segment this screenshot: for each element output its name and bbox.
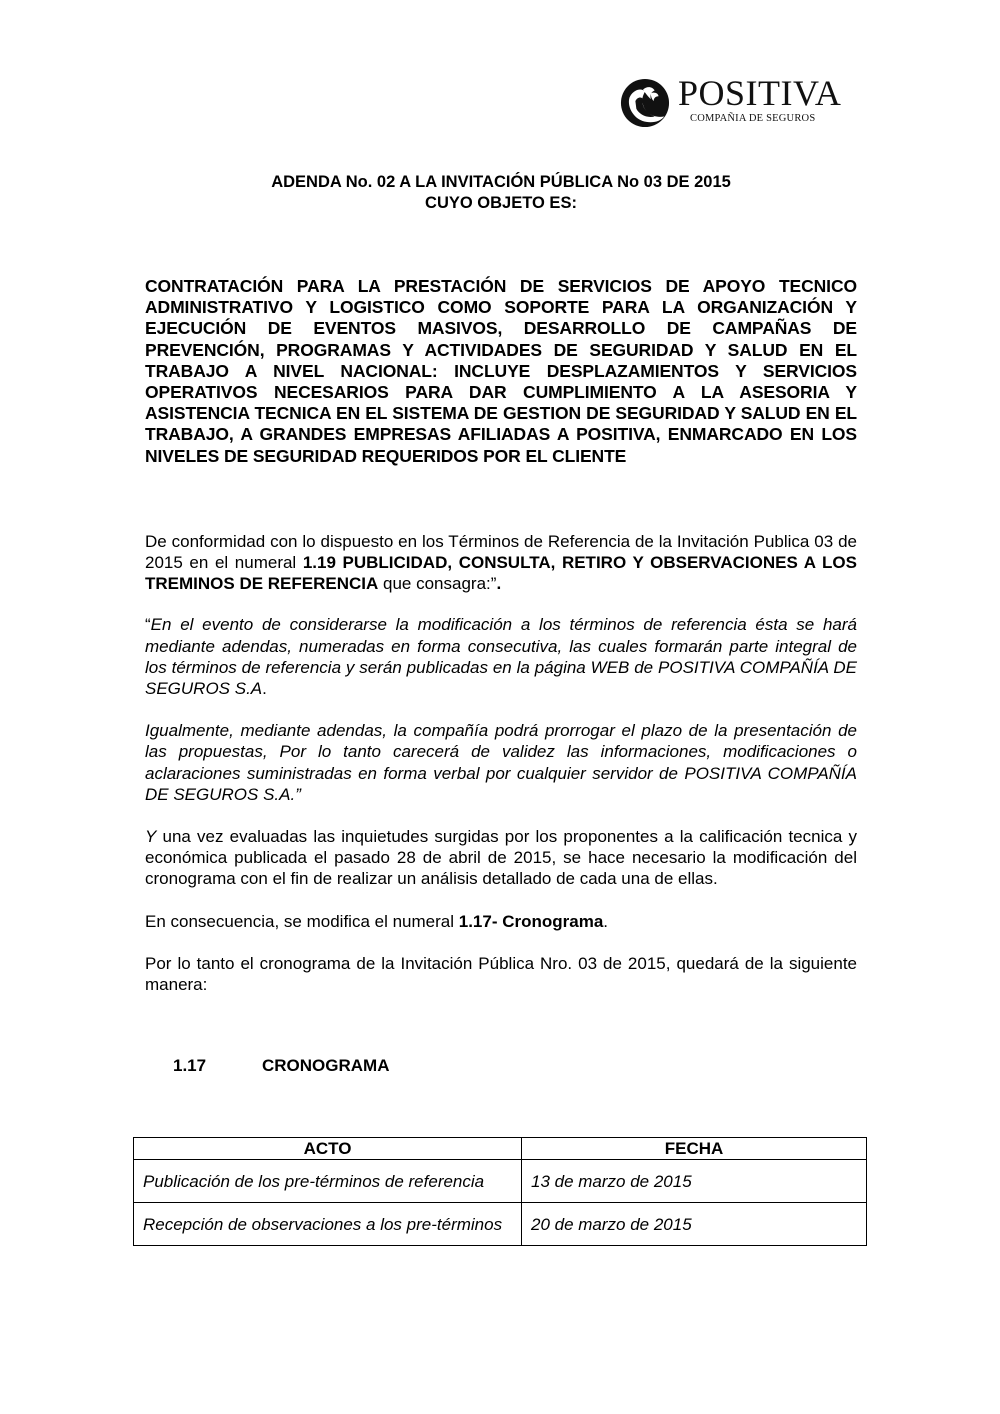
- logo-tagline: COMPAÑIA DE SEGUROS: [690, 113, 816, 124]
- column-header-fecha: FECHA: [522, 1138, 867, 1160]
- paragraph-text: En consecuencia, se modifica el numeral: [145, 911, 459, 931]
- logo-brand-name: POSITIVA: [678, 73, 842, 113]
- section-heading: [173, 1055, 857, 1076]
- title-line-1: ADENDA No. 02 A LA INVITACIÓN PÚBLICA No 03 DE 2015: [271, 173, 731, 191]
- paragraph-text: que consagra:”: [378, 574, 497, 594]
- cell-fecha: 13 de marzo de 2015: [522, 1160, 867, 1203]
- section-number: 1.17: [173, 1056, 207, 1076]
- paragraph-schedule-intro: Por lo tanto el cronograma de la Invitación Pública Nro. 03 de 2015, quedará de la siguiente manera:: [145, 953, 857, 995]
- title-line-2: CUYO OBJETO ES:: [425, 194, 577, 212]
- paragraph-text: una vez evaluadas las inquietudes surgidas por los proponentes a la calificación tecnica y económica publicada el pasado 28 de abril de 2015, se hace necesario la modificación del cronograma con el fin de realizar un análisis detallado de cada una de ellas.: [145, 827, 857, 889]
- contract-object: CONTRATACIÓN PARA LA PRESTACIÓN DE SERVICIOS DE APOYO TECNICO ADMINISTRATIVO Y LOGISTICO COMO SOPORTE PARA LA ORGANIZACIÓN Y EJECUCIÓN DE EVENTOS MASIVOS, DESARROLLO DE CAMPAÑAS DE PREVENCIÓN, PROGRAMAS Y ACTIVIDADES DE SEGURIDAD Y SALUD EN EL TRABAJO A NIVEL NACIONAL: INCLUYE DESPLAZAMIENTOS Y SERVICIOS OPERATIVOS NECESARIOS PARA DAR CUMPLIMIENTO A LA ASESORIA Y ASISTENCIA TECNICA EN EL SISTEMA DE GESTION DE SEGURIDAD Y SALUD EN EL TRABAJO, A GRANDES EMPRESAS AFILIADAS A POSITIVA, ENMARCADO EN LOS NIVELES DE SEGURIDAD REQUERIDOS POR EL CLIENTE: [145, 276, 857, 466]
- logo-text-block: [678, 75, 841, 125]
- paragraph-period: .: [262, 679, 267, 699]
- document-body: [145, 172, 857, 1246]
- paragraph-modification: [145, 911, 857, 932]
- paragraph-text: De conformidad con lo dispuesto en los Términos de Referencia de la Invitación Publica 03 de 2015 en el numeral: [145, 531, 857, 573]
- positiva-wave-logo-icon: [620, 78, 670, 128]
- modified-section-bold: 1.17- Cronograma: [458, 911, 604, 931]
- paragraph-reference: [145, 531, 857, 595]
- reference-section-bold: 1.19 PUBLICIDAD, CONSULTA, RETIRO Y OBSERVACIONES A LOS TREMINOS DE REFERENCIA: [145, 553, 857, 594]
- schedule-table: [133, 1137, 867, 1246]
- cell-fecha: 20 de marzo de 2015: [522, 1203, 867, 1246]
- column-header-acto: ACTO: [134, 1138, 522, 1160]
- table-header-row: [134, 1138, 867, 1160]
- document-title: [145, 172, 857, 214]
- company-logo: [620, 75, 860, 131]
- quote-paragraph-1: [145, 614, 857, 699]
- section-title: CRONOGRAMA: [262, 1056, 390, 1076]
- cell-acto: Publicación de los pre-términos de referencia: [134, 1160, 522, 1203]
- paragraph-period: .: [496, 574, 502, 594]
- paragraph-period: .: [603, 911, 609, 931]
- table-row: [134, 1203, 867, 1246]
- open-quote: “: [145, 615, 151, 635]
- table-row: [134, 1160, 867, 1203]
- cell-acto: Recepción de observaciones a los pre-términos: [134, 1203, 522, 1246]
- paragraph-evaluation: [145, 826, 857, 890]
- quote-text: En el evento de considerarse la modificación a los términos de referencia ésta se hará mediante adendas, numeradas en forma consecutiva, las cuales formarán parte integral de los términos de referencia y serán publicadas en la página WEB de POSITIVA COMPAÑÍA DE SEGUROS S.A: [145, 615, 857, 699]
- quote-paragraph-2: Igualmente, mediante adendas, la compañía podrá prorrogar el plazo de la presentación de las propuestas, Por lo tanto carecerá de validez las informaciones, modificaciones o aclaraciones suministradas en forma verbal por cualquier servidor de POSITIVA COMPAÑÍA DE SEGUROS S.A.”: [145, 721, 857, 804]
- paragraph-lead: Y: [145, 827, 157, 847]
